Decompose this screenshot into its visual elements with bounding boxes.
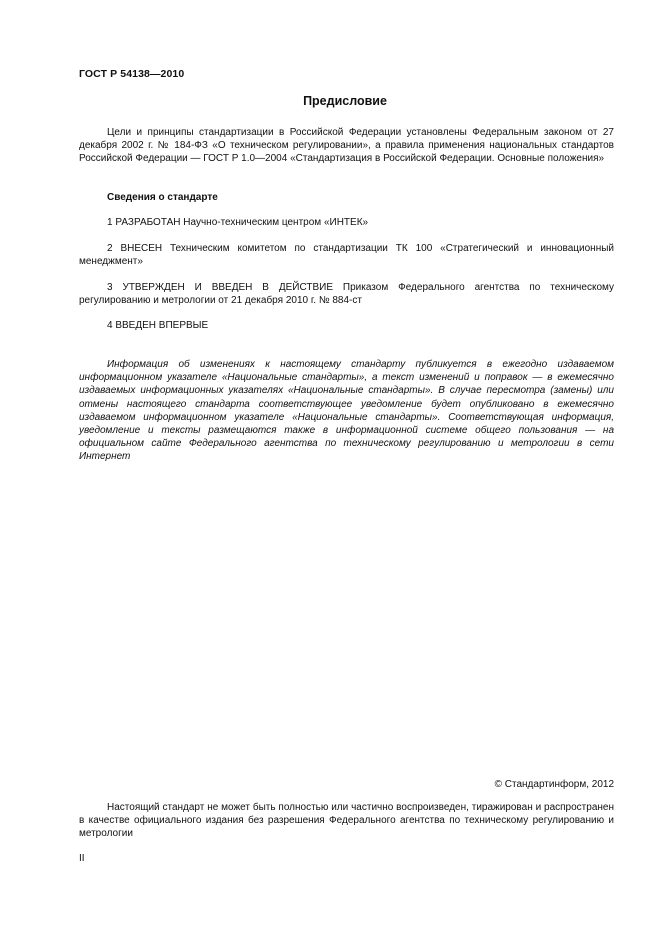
section-heading-block <box>79 191 614 204</box>
rights-paragraph: Настоящий стандарт не может быть полностью или частично воспроизведен, тиражирован и распространен в качестве официального издания без разрешения Федерального агентства по техническому регулированию и метрологии <box>79 802 614 840</box>
item-1-block <box>79 216 614 229</box>
item-3-block <box>79 281 614 307</box>
page-number: II <box>79 853 85 864</box>
intro-paragraph: Цели и принципы стандартизации в Российской Федерации установлены Федеральным законом от 27 декабря 2002 г. № 184-ФЗ «О техническом регулировании», а правила применения национальных стандартов Российской Федерации — ГОСТ Р 1.0—2004 «Стандартизация в Российской Федерации. Основные положения» <box>79 127 614 165</box>
standard-code: ГОСТ Р 54138—2010 <box>79 68 185 80</box>
rights-block <box>79 801 614 841</box>
item-2: 2 ВНЕСЕН Техническим комитетом по стандартизации ТК 100 «Стратегический и инновационный менеджмент» <box>79 243 614 268</box>
section-heading: Сведения о стандарте <box>107 192 218 203</box>
item-3: 3 УТВЕРЖДЕН И ВВЕДЕН В ДЕЙСТВИЕ Приказом Федерального агентства по техническому регулированию и метрологии от 21 декабря 2010 г. № 884-ст <box>79 282 614 307</box>
copyright-notice: © Стандартинформ, 2012 <box>494 779 614 790</box>
item-1: 1 РАЗРАБОТАН Научно-техническим центром «ИНТЕК» <box>107 217 369 228</box>
page-title: Предисловие <box>303 94 387 108</box>
item-4-block <box>79 319 614 332</box>
notice-block <box>79 358 614 464</box>
item-4: 4 ВВЕДЕН ВПЕРВЫЕ <box>107 320 209 331</box>
intro-block <box>79 126 614 166</box>
notice-paragraph: Информация об изменениях к настоящему стандарту публикуется в ежегодно издаваемом информационном указателе «Национальные стандарты», а текст изменений и поправок — в ежемесячно издаваемых информационных указателях «Национальные стандарты». В случае пересмотра (замены) или отмены настоящего стандарта соответствующее уведомление будет опубликовано в ежемесячно издаваемом информационном указателе «Национальные стандарты». Соответствующая информация, уведомление и тексты размещаются также в информационной системе общего пользования — на официальном сайте Федерального агентства по техническому регулированию и метрологии в сети Интернет <box>79 359 614 463</box>
item-2-block <box>79 242 614 268</box>
